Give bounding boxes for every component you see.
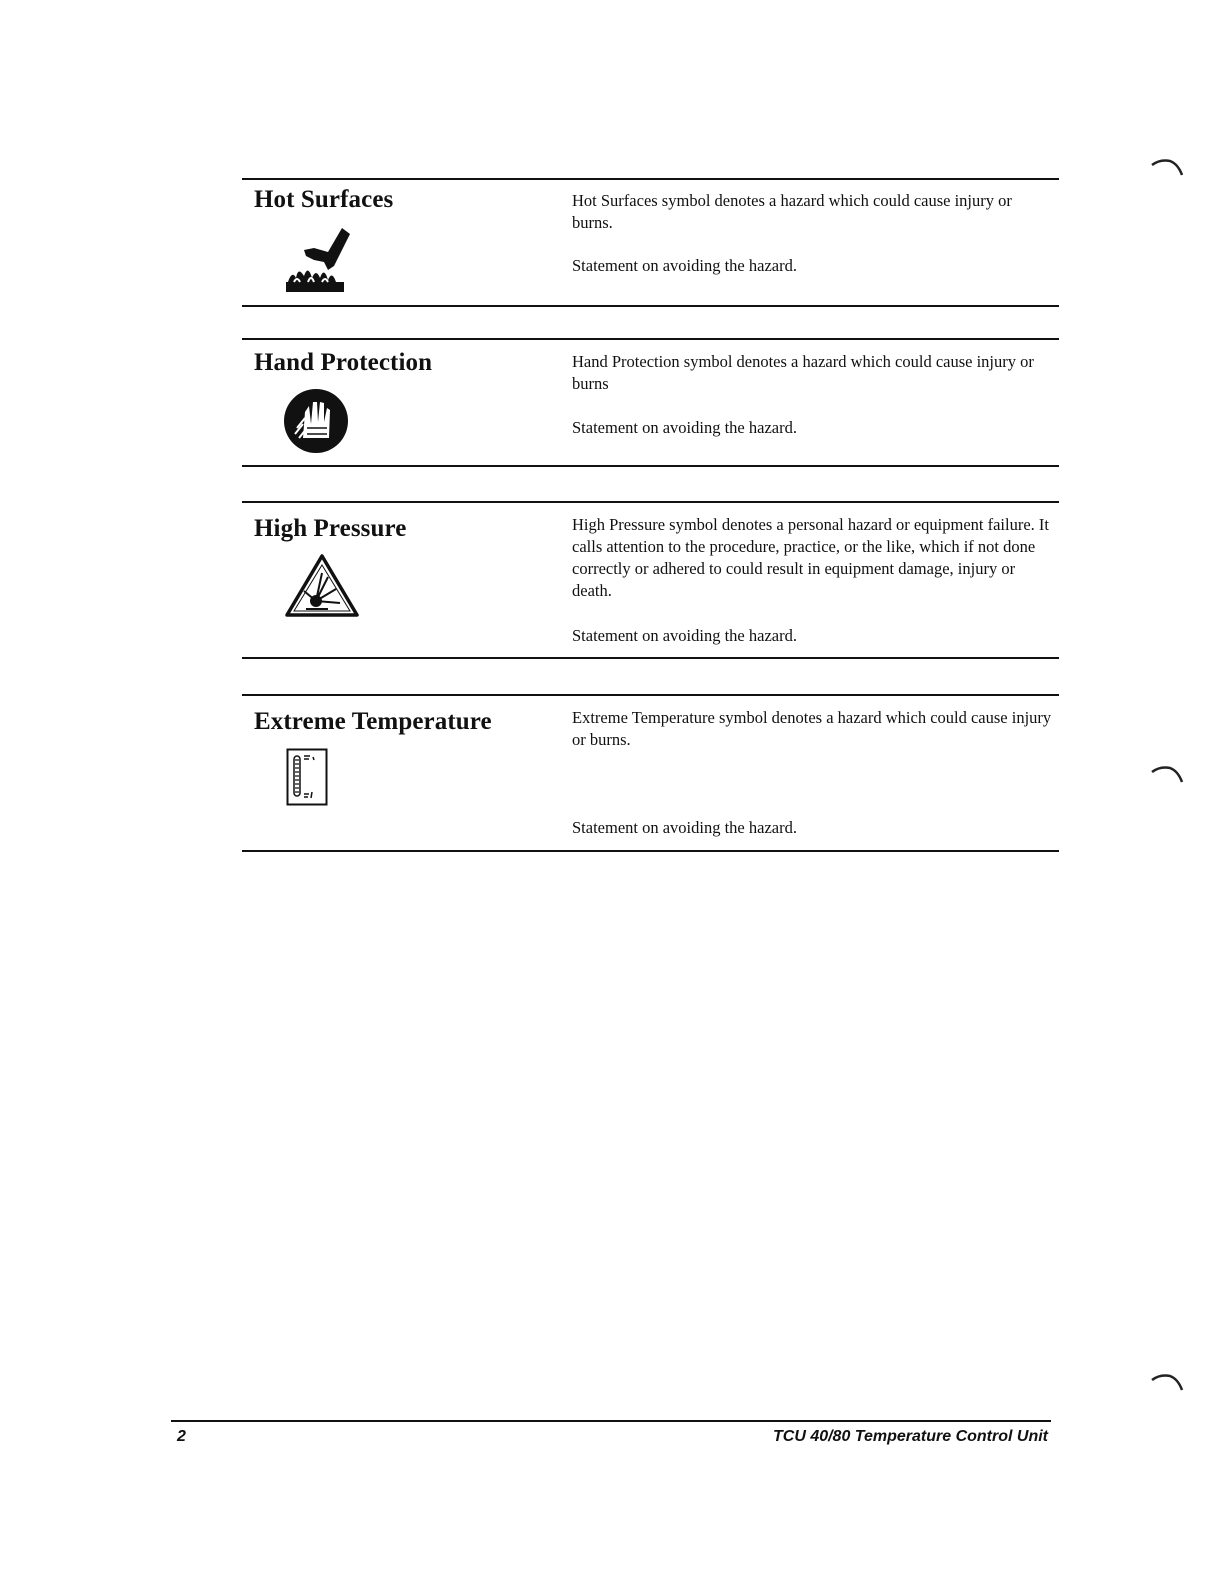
section-statement: Statement on avoiding the hazard. [572, 818, 797, 837]
hazard-section-extreme-temperature [242, 694, 1059, 854]
section-description: High Pressure symbol denotes a personal hazard or equipment failure. It calls attention to the procedure, practice, or the like, which if not done correctly or adhered to could result in equipment damage, injury or death. [572, 515, 1049, 600]
section-title: Hand Protection [254, 349, 433, 376]
thermometer-icon [286, 748, 328, 811]
section-bottom-rule [242, 465, 1059, 467]
hazard-section-hot-surfaces [242, 178, 1059, 308]
section-description: Extreme Temperature symbol denotes a hazard which could cause injury or burns. [572, 708, 1052, 749]
section-title: High Pressure [254, 515, 407, 542]
binder-hole-mark [1150, 155, 1186, 186]
section-title: Hot Surfaces [254, 186, 394, 213]
hot-surface-icon [284, 226, 354, 301]
section-top-rule [242, 338, 1059, 340]
section-statement: Statement on avoiding the hazard. [572, 418, 797, 437]
high-pressure-icon [284, 553, 360, 624]
section-statement: Statement on avoiding the hazard. [572, 626, 797, 645]
hazard-section-hand-protection [242, 338, 1059, 468]
section-statement: Statement on avoiding the hazard. [572, 256, 797, 275]
footer-document-title: TCU 40/80 Temperature Control Unit [772, 1428, 1048, 1445]
hazard-section-high-pressure [242, 501, 1059, 661]
section-title: Extreme Temperature [254, 708, 492, 735]
section-bottom-rule [242, 305, 1059, 307]
section-description: Hot Surfaces symbol denotes a hazard which could cause injury or burns. [572, 191, 1012, 232]
section-bottom-rule [242, 850, 1059, 852]
binder-hole-mark [1150, 1370, 1186, 1401]
hand-protection-icon [283, 388, 349, 459]
section-description: Hand Protection symbol denotes a hazard which could cause injury or burns [572, 352, 1034, 393]
section-top-rule [242, 694, 1059, 696]
footer-rule [171, 1420, 1051, 1422]
section-bottom-rule [242, 657, 1059, 659]
page-number: 2 [177, 1428, 186, 1445]
section-top-rule [242, 501, 1059, 503]
section-top-rule [242, 178, 1059, 180]
binder-hole-mark [1150, 762, 1186, 793]
